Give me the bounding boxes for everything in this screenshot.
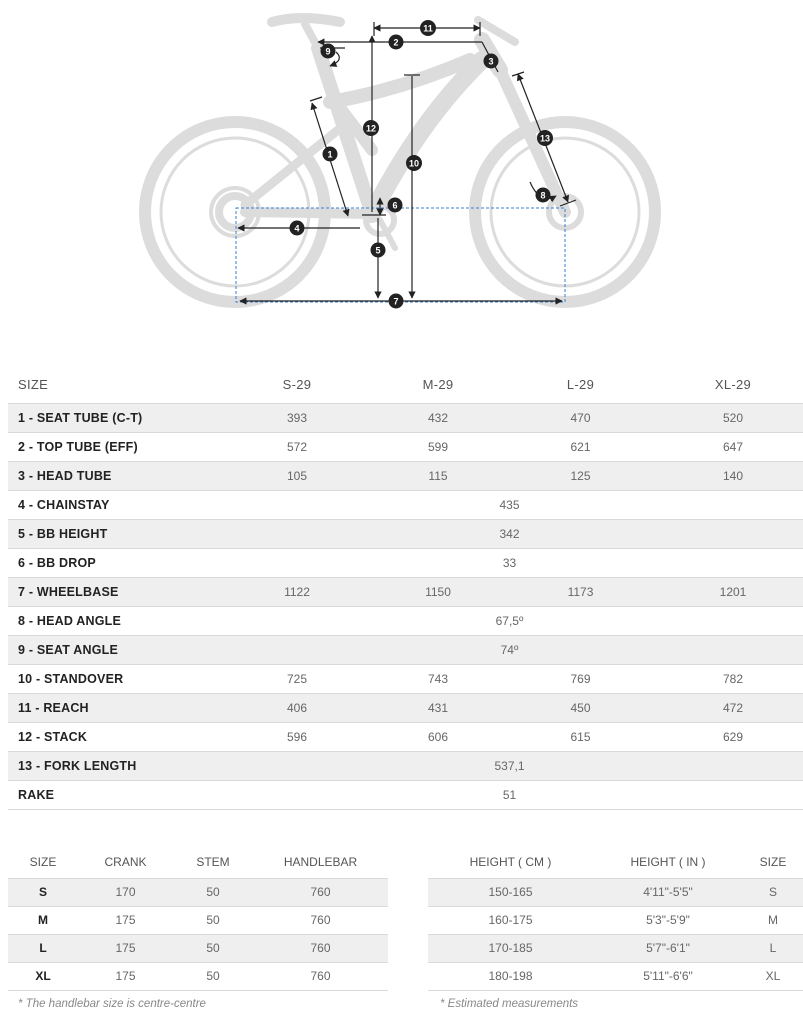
header-s-29: S-29 (282, 376, 312, 392)
row-label: 2 - TOP TUBE (EFF) (8, 432, 216, 461)
components-table (8, 846, 388, 991)
header-m-29: M-29 (422, 376, 454, 392)
cell-stem: 50 (173, 906, 253, 934)
cell-value: 406 (216, 693, 378, 722)
cell-size: L (8, 934, 78, 962)
marker-13 (537, 130, 553, 146)
height-header-row (428, 846, 803, 878)
svg-text:9: 9 (325, 46, 331, 57)
cell-value: 596 (216, 722, 378, 751)
cell-handlebar: 760 (253, 934, 388, 962)
components-header-row (8, 846, 388, 878)
row-label: 1 - SEAT TUBE (C-T) (8, 403, 216, 432)
cell-value: 115 (378, 461, 498, 490)
marker-12 (363, 120, 379, 136)
svg-text:11: 11 (423, 23, 433, 34)
marker-8 (536, 188, 551, 203)
cell-size: XL (8, 962, 78, 990)
svg-text:10: 10 (408, 158, 420, 169)
svg-text:4: 4 (294, 223, 300, 234)
header-handlebar: HANDLEBAR (283, 854, 358, 869)
row-label: 7 - WHEELBASE (8, 577, 216, 606)
table-row (8, 906, 388, 934)
geometry-header-row (8, 366, 803, 403)
cell-value: 1122 (216, 577, 378, 606)
cell-value: 470 (498, 403, 663, 432)
row-label: 13 - FORK LENGTH (8, 751, 216, 780)
cell-value: 769 (498, 664, 663, 693)
cell-value: 74º (216, 635, 803, 664)
svg-text:2: 2 (393, 37, 399, 48)
cell-value: 125 (498, 461, 663, 490)
row-label: 8 - HEAD ANGLE (8, 606, 216, 635)
cell-value: 140 (663, 461, 803, 490)
row-label: 5 - BB HEIGHT (8, 519, 216, 548)
header-size: SIZE (18, 376, 49, 392)
estimate-note: * Estimated measurements (440, 998, 579, 1010)
svg-text:12: 12 (365, 123, 377, 134)
cell-value: 647 (663, 432, 803, 461)
cell-value: 629 (663, 722, 803, 751)
header-size: SIZE (29, 854, 57, 869)
row-label: 12 - STACK (8, 722, 216, 751)
marker-2 (389, 35, 404, 50)
header-size: SIZE (759, 854, 787, 869)
cell-size: S (8, 878, 78, 906)
table-row (8, 490, 803, 519)
header-l-29: L-29 (566, 376, 595, 392)
cell-value: 725 (216, 664, 378, 693)
cell-height-in: 5'3"-5'9" (593, 906, 743, 934)
table-row (8, 548, 803, 577)
cell-height-in: 5'11"-6'6" (593, 962, 743, 990)
header-crank: CRANK (104, 854, 147, 869)
cell-value: 450 (498, 693, 663, 722)
cell-size: S (743, 878, 803, 906)
marker-4 (290, 221, 305, 236)
bike-silhouette (145, 18, 655, 302)
geometry-table (8, 366, 803, 810)
cell-crank: 175 (78, 962, 173, 990)
row-label: 4 - CHAINSTAY (8, 490, 216, 519)
cell-stem: 50 (173, 962, 253, 990)
cell-value: 537,1 (216, 751, 803, 780)
cell-crank: 175 (78, 906, 173, 934)
table-row (428, 906, 803, 934)
svg-text:8: 8 (540, 190, 546, 201)
row-label: 11 - REACH (8, 693, 216, 722)
svg-text:13: 13 (539, 133, 551, 144)
svg-text:5: 5 (375, 245, 381, 256)
cell-value: 782 (663, 664, 803, 693)
cell-value: 393 (216, 403, 378, 432)
rider-height-table (428, 846, 803, 991)
cell-value: 105 (216, 461, 378, 490)
row-label: 9 - SEAT ANGLE (8, 635, 216, 664)
table-row (8, 519, 803, 548)
table-row (8, 664, 803, 693)
cell-value: 33 (216, 548, 803, 577)
table-row (8, 693, 803, 722)
cell-handlebar: 760 (253, 878, 388, 906)
svg-text:6: 6 (392, 200, 398, 211)
marker-5 (371, 243, 386, 258)
cell-value: 615 (498, 722, 663, 751)
cell-crank: 170 (78, 878, 173, 906)
marker-10 (406, 155, 422, 171)
bike-geometry-diagram (0, 0, 803, 330)
cell-crank: 175 (78, 934, 173, 962)
cell-handlebar: 760 (253, 962, 388, 990)
table-row (8, 432, 803, 461)
table-row (8, 577, 803, 606)
cell-size: XL (743, 962, 803, 990)
table-row (8, 878, 388, 906)
cell-value: 431 (378, 693, 498, 722)
table-row (8, 635, 803, 664)
cell-value: 743 (378, 664, 498, 693)
cell-value: 606 (378, 722, 498, 751)
cell-value: 51 (216, 780, 803, 809)
table-row (8, 461, 803, 490)
cell-value: 520 (663, 403, 803, 432)
table-row (428, 934, 803, 962)
cell-stem: 50 (173, 878, 253, 906)
table-row (8, 722, 803, 751)
table-row (8, 751, 803, 780)
table-row (8, 780, 803, 809)
table-row (428, 962, 803, 990)
cell-value: 1150 (378, 577, 498, 606)
marker-1 (323, 147, 338, 162)
cell-height-cm: 160-175 (428, 906, 593, 934)
svg-text:7: 7 (393, 296, 399, 307)
header-height-in: HEIGHT ( IN ) (630, 854, 706, 869)
header-stem: STEM (196, 854, 230, 869)
row-label: RAKE (8, 780, 216, 809)
header-height-cm: HEIGHT ( CM ) (469, 854, 552, 869)
table-row (8, 606, 803, 635)
cell-value: 435 (216, 490, 803, 519)
cell-value: 1173 (498, 577, 663, 606)
row-label: 10 - STANDOVER (8, 664, 216, 693)
header-xl-29: XL-29 (714, 376, 752, 392)
cell-value: 621 (498, 432, 663, 461)
cell-height-cm: 180-198 (428, 962, 593, 990)
cell-height-cm: 170-185 (428, 934, 593, 962)
marker-11 (420, 20, 436, 36)
cell-size: M (743, 906, 803, 934)
marker-6 (388, 198, 403, 213)
table-row (8, 962, 388, 990)
table-row (428, 878, 803, 906)
svg-text:3: 3 (488, 56, 494, 67)
cell-size: M (8, 906, 78, 934)
cell-size: L (743, 934, 803, 962)
table-row (8, 403, 803, 432)
marker-3 (484, 54, 499, 69)
marker-9 (321, 44, 336, 59)
svg-text:1: 1 (327, 149, 333, 160)
cell-value: 67,5º (216, 606, 803, 635)
cell-handlebar: 760 (253, 906, 388, 934)
table-row (8, 934, 388, 962)
cell-height-in: 5'7"-6'1" (593, 934, 743, 962)
cell-height-cm: 150-165 (428, 878, 593, 906)
row-label: 6 - BB DROP (8, 548, 216, 577)
handlebar-note: * The handlebar size is centre-centre (18, 998, 206, 1010)
cell-value: 342 (216, 519, 803, 548)
cell-stem: 50 (173, 934, 253, 962)
row-label: 3 - HEAD TUBE (8, 461, 216, 490)
cell-value: 432 (378, 403, 498, 432)
marker-7 (389, 294, 404, 309)
cell-value: 599 (378, 432, 498, 461)
cell-value: 572 (216, 432, 378, 461)
cell-value: 1201 (663, 577, 803, 606)
cell-value: 472 (663, 693, 803, 722)
cell-height-in: 4'11"-5'5" (593, 878, 743, 906)
